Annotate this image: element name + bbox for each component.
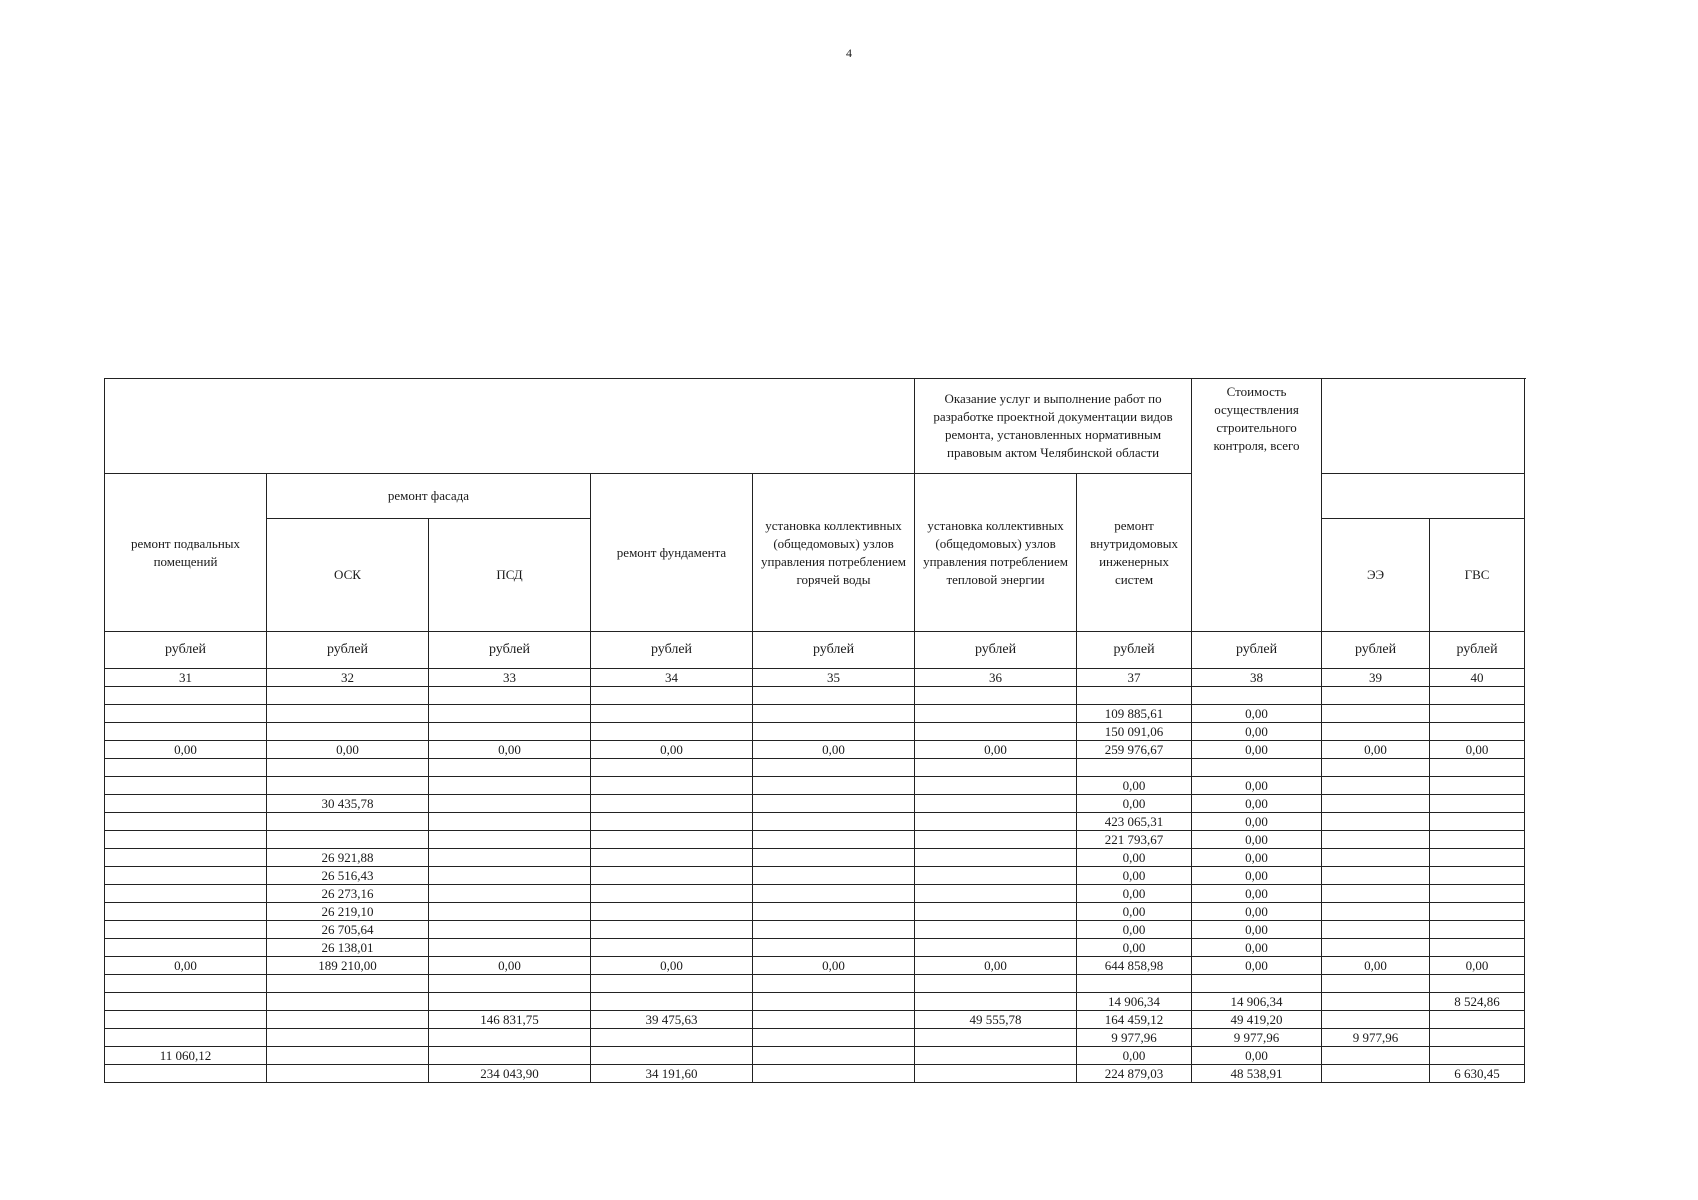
table-cell: [105, 993, 267, 1011]
table-row: [105, 885, 1525, 903]
table-cell: [105, 777, 267, 795]
table-cell: [753, 795, 915, 813]
table-cell: [591, 795, 753, 813]
table-cell: 0,00: [105, 957, 267, 975]
table-cell: [267, 831, 429, 849]
table-cell: 37: [1077, 669, 1192, 687]
table-cell: [1077, 975, 1192, 993]
table-cell: 0,00: [1192, 957, 1322, 975]
table-cell: [591, 885, 753, 903]
table-cell: [591, 849, 753, 867]
table-cell: [753, 939, 915, 957]
table-row: [105, 921, 1525, 939]
table-cell: 0,00: [1192, 741, 1322, 759]
table-cell: [105, 903, 267, 921]
table-cell: [1322, 1011, 1430, 1029]
table-cell: 0,00: [1430, 957, 1525, 975]
table-cell: 49 555,78: [915, 1011, 1077, 1029]
table-cell: [1430, 777, 1525, 795]
table-cell: [915, 993, 1077, 1011]
table-cell: 0,00: [1192, 849, 1322, 867]
table-cell: [753, 993, 915, 1011]
table-cell: [915, 885, 1077, 903]
table-cell: 9 977,96: [1192, 1029, 1322, 1047]
header-blank-left: [105, 379, 915, 474]
table-row: [105, 1065, 1525, 1083]
table-cell: [267, 723, 429, 741]
table-cell: 34: [591, 669, 753, 687]
table-cell: 0,00: [1077, 903, 1192, 921]
table-cell: [1430, 687, 1525, 705]
table-cell: [915, 795, 1077, 813]
table-cell: 49 419,20: [1192, 1011, 1322, 1029]
table-cell: [105, 813, 267, 831]
table-cell: [429, 759, 591, 777]
table-cell: 146 831,75: [429, 1011, 591, 1029]
table-row: [105, 993, 1525, 1011]
table-row: [105, 813, 1525, 831]
table-cell: рублей: [105, 632, 267, 669]
table-cell: 0,00: [1322, 957, 1430, 975]
table-cell: [753, 921, 915, 939]
table-cell: [591, 867, 753, 885]
table-cell: [429, 831, 591, 849]
table-cell: рублей: [753, 632, 915, 669]
table-cell: 0,00: [1192, 795, 1322, 813]
table-cell: [267, 993, 429, 1011]
table-cell: [1322, 867, 1430, 885]
table-row: [105, 975, 1525, 993]
header-construction-control: Стоимость осуществления строительного контроля, всего: [1192, 379, 1322, 632]
table-cell: [1077, 759, 1192, 777]
table-cell: [429, 849, 591, 867]
table-row: [105, 1029, 1525, 1047]
table-cell: [429, 705, 591, 723]
table-cell: [105, 705, 267, 723]
table-cell: [1322, 975, 1430, 993]
header-col-40: ГВС: [1430, 519, 1525, 632]
table-cell: [1430, 867, 1525, 885]
table-cell: [267, 975, 429, 993]
table-cell: [429, 921, 591, 939]
header-blank-ee-gvs: [1322, 474, 1525, 519]
table-cell: 9 977,96: [1322, 1029, 1430, 1047]
table-cell: [915, 1065, 1077, 1083]
table-cell: [105, 975, 267, 993]
header-col-33: ПСД: [429, 519, 591, 632]
table-cell: 26 138,01: [267, 939, 429, 957]
table-cell: [1322, 939, 1430, 957]
header-col-38: ремонт внутридомовых инженерных систем: [1077, 474, 1192, 632]
table-cell: рублей: [1192, 632, 1322, 669]
table-cell: 0,00: [1192, 831, 1322, 849]
table-cell: 0,00: [1077, 849, 1192, 867]
table-cell: [1430, 723, 1525, 741]
table-cell: 0,00: [1077, 777, 1192, 795]
table-cell: [429, 723, 591, 741]
table-cell: [915, 813, 1077, 831]
table-cell: [105, 723, 267, 741]
table-cell: [429, 795, 591, 813]
header-col-32: ОСК: [267, 519, 429, 632]
table-cell: 0,00: [1192, 885, 1322, 903]
table-cell: 39 475,63: [591, 1011, 753, 1029]
table-row: [105, 1011, 1525, 1029]
table-cell: [753, 1047, 915, 1065]
table-cell: [753, 1065, 915, 1083]
table-row: [105, 687, 1525, 705]
table-cell: [1430, 813, 1525, 831]
table-cell: [591, 975, 753, 993]
table-cell: [429, 777, 591, 795]
table-cell: [1430, 759, 1525, 777]
column-number-row: [105, 669, 1525, 687]
table-cell: 48 538,91: [1192, 1065, 1322, 1083]
table-cell: [591, 993, 753, 1011]
table-cell: 0,00: [753, 957, 915, 975]
table-row: [105, 705, 1525, 723]
table-cell: [915, 939, 1077, 957]
table-cell: 0,00: [1192, 867, 1322, 885]
table-cell: 0,00: [267, 741, 429, 759]
table-cell: [1322, 687, 1430, 705]
table-cell: 11 060,12: [105, 1047, 267, 1065]
table-cell: [753, 885, 915, 903]
table-cell: [105, 831, 267, 849]
table-cell: 164 459,12: [1077, 1011, 1192, 1029]
table-cell: [105, 1029, 267, 1047]
table-cell: [1430, 903, 1525, 921]
table-cell: [591, 1029, 753, 1047]
table-cell: 8 524,86: [1430, 993, 1525, 1011]
table-cell: 26 705,64: [267, 921, 429, 939]
header-col-31: ремонт подвальных помещений: [105, 474, 267, 632]
table-cell: [915, 921, 1077, 939]
table-cell: [105, 849, 267, 867]
table-cell: 0,00: [915, 741, 1077, 759]
table-cell: [1322, 903, 1430, 921]
table-cell: [267, 813, 429, 831]
table-cell: рублей: [1430, 632, 1525, 669]
table-cell: [267, 687, 429, 705]
estimate-table: [104, 378, 1525, 1083]
header-facade-group: ремонт фасада: [267, 474, 591, 519]
table-cell: 0,00: [1077, 921, 1192, 939]
table-row: [105, 795, 1525, 813]
table-cell: 38: [1192, 669, 1322, 687]
table-cell: [591, 687, 753, 705]
table-cell: [1322, 705, 1430, 723]
table-cell: 31: [105, 669, 267, 687]
table-cell: [591, 723, 753, 741]
table-cell: [105, 687, 267, 705]
table-cell: [753, 831, 915, 849]
table-cell: 32: [267, 669, 429, 687]
table-cell: [753, 759, 915, 777]
table-cell: 6 630,45: [1430, 1065, 1525, 1083]
table-cell: 26 219,10: [267, 903, 429, 921]
table-row: [105, 939, 1525, 957]
table-cell: [1322, 921, 1430, 939]
table-cell: [591, 939, 753, 957]
table-cell: 0,00: [1077, 885, 1192, 903]
units-row: [105, 632, 1525, 669]
table-cell: [429, 993, 591, 1011]
table-cell: [105, 939, 267, 957]
table-cell: [1430, 939, 1525, 957]
table-cell: [1322, 777, 1430, 795]
table-cell: [1430, 849, 1525, 867]
table-row: [105, 867, 1525, 885]
table-cell: [1430, 1029, 1525, 1047]
table-cell: [1430, 831, 1525, 849]
table-cell: [105, 867, 267, 885]
table-cell: 0,00: [1077, 867, 1192, 885]
table-cell: [1322, 759, 1430, 777]
table-cell: 0,00: [591, 957, 753, 975]
table-cell: [429, 903, 591, 921]
table-cell: 33: [429, 669, 591, 687]
table-cell: [591, 759, 753, 777]
table-cell: рублей: [1077, 632, 1192, 669]
table-cell: [105, 1011, 267, 1029]
table-cell: [1322, 885, 1430, 903]
table-cell: [591, 777, 753, 795]
table-cell: 0,00: [429, 957, 591, 975]
table-cell: [1322, 1065, 1430, 1083]
header-blank-right: [1322, 379, 1525, 474]
table-cell: 35: [753, 669, 915, 687]
table-row: [105, 831, 1525, 849]
table-cell: [1430, 1011, 1525, 1029]
table-cell: [105, 921, 267, 939]
table-cell: 150 091,06: [1077, 723, 1192, 741]
table-cell: 0,00: [1192, 705, 1322, 723]
table-cell: [915, 831, 1077, 849]
table-cell: 0,00: [915, 957, 1077, 975]
table-cell: [1322, 813, 1430, 831]
table-cell: 9 977,96: [1077, 1029, 1192, 1047]
table-cell: [753, 813, 915, 831]
table-cell: [1322, 723, 1430, 741]
table-cell: рублей: [429, 632, 591, 669]
table-cell: [1430, 795, 1525, 813]
table-cell: [429, 885, 591, 903]
table-cell: 0,00: [1077, 795, 1192, 813]
table-cell: 0,00: [429, 741, 591, 759]
table-cell: [753, 705, 915, 723]
table-cell: [1430, 975, 1525, 993]
table-row: [105, 957, 1525, 975]
table-cell: 423 065,31: [1077, 813, 1192, 831]
table-cell: [267, 759, 429, 777]
table-cell: рублей: [591, 632, 753, 669]
table-cell: [267, 1029, 429, 1047]
table-row: [105, 849, 1525, 867]
table-cell: 30 435,78: [267, 795, 429, 813]
table-cell: [915, 975, 1077, 993]
table-cell: [1322, 993, 1430, 1011]
table-cell: [429, 687, 591, 705]
table-cell: [915, 723, 1077, 741]
table-cell: [1430, 1047, 1525, 1065]
table-row: [105, 759, 1525, 777]
table-cell: [591, 813, 753, 831]
table-cell: [1192, 687, 1322, 705]
table-cell: 14 906,34: [1077, 993, 1192, 1011]
table-cell: 26 273,16: [267, 885, 429, 903]
table-cell: [915, 705, 1077, 723]
page-number: 4: [846, 46, 852, 60]
table-cell: [267, 1065, 429, 1083]
table-cell: [429, 939, 591, 957]
header-col-34: ремонт фундамента: [591, 474, 753, 632]
table-cell: 14 906,34: [1192, 993, 1322, 1011]
table-cell: 0,00: [1192, 903, 1322, 921]
table-cell: 0,00: [1192, 813, 1322, 831]
table-cell: рублей: [1322, 632, 1430, 669]
table-cell: 0,00: [1192, 777, 1322, 795]
table-cell: [753, 1029, 915, 1047]
table-cell: [1430, 885, 1525, 903]
table-cell: [915, 867, 1077, 885]
table-cell: 40: [1430, 669, 1525, 687]
header-col-39: ЭЭ: [1322, 519, 1430, 632]
table-cell: 0,00: [1192, 723, 1322, 741]
table-cell: [753, 777, 915, 795]
table-cell: [1430, 921, 1525, 939]
table-cell: [591, 1047, 753, 1065]
table-cell: 109 885,61: [1077, 705, 1192, 723]
table-cell: [753, 687, 915, 705]
header-psd-group: Оказание услуг и выполнение работ по разработке проектной документации видов ремонта, установленных нормативным правовым актом Челябинской области: [915, 379, 1192, 474]
table-cell: [1322, 795, 1430, 813]
table-cell: [1077, 687, 1192, 705]
table-cell: [1192, 759, 1322, 777]
table-cell: [267, 705, 429, 723]
header-col-35: установка коллективных (общедомовых) узлов управления потреблением горячей воды: [753, 474, 915, 632]
table-cell: [753, 849, 915, 867]
table-cell: 0,00: [1077, 1047, 1192, 1065]
table-cell: [915, 849, 1077, 867]
table-cell: [105, 885, 267, 903]
table-cell: 0,00: [1192, 921, 1322, 939]
table-cell: 234 043,90: [429, 1065, 591, 1083]
table-row: [105, 777, 1525, 795]
table-cell: [105, 795, 267, 813]
table-cell: 34 191,60: [591, 1065, 753, 1083]
table-cell: 39: [1322, 669, 1430, 687]
table-cell: [267, 1047, 429, 1065]
table-cell: [429, 867, 591, 885]
table-cell: [591, 921, 753, 939]
table-row: [105, 741, 1525, 759]
table-cell: 644 858,98: [1077, 957, 1192, 975]
table-cell: [591, 831, 753, 849]
table-cell: 0,00: [1322, 741, 1430, 759]
table-cell: 0,00: [105, 741, 267, 759]
table-row: [105, 1047, 1525, 1065]
table-cell: [915, 687, 1077, 705]
table-cell: [753, 867, 915, 885]
table-cell: [753, 975, 915, 993]
table-cell: 0,00: [1192, 939, 1322, 957]
table-cell: 189 210,00: [267, 957, 429, 975]
table-cell: [429, 1047, 591, 1065]
table-cell: 0,00: [1192, 1047, 1322, 1065]
table-cell: [915, 777, 1077, 795]
table-cell: [105, 759, 267, 777]
table-cell: [915, 903, 1077, 921]
header-col-36: установка коллективных (общедомовых) узлов управления потреблением тепловой энергии: [915, 474, 1077, 632]
table-cell: [429, 975, 591, 993]
table-cell: 0,00: [1077, 939, 1192, 957]
table-cell: [753, 723, 915, 741]
table-cell: [1322, 1047, 1430, 1065]
table-row: [105, 903, 1525, 921]
table-cell: [591, 903, 753, 921]
table-cell: [753, 1011, 915, 1029]
table-cell: [915, 759, 1077, 777]
table-cell: [1192, 975, 1322, 993]
table-cell: 259 976,67: [1077, 741, 1192, 759]
table-cell: [915, 1029, 1077, 1047]
table-cell: [1322, 831, 1430, 849]
table-cell: рублей: [915, 632, 1077, 669]
table-cell: рублей: [267, 632, 429, 669]
table-cell: 0,00: [1430, 741, 1525, 759]
table-cell: 36: [915, 669, 1077, 687]
table-cell: [267, 1011, 429, 1029]
table-cell: 26 516,43: [267, 867, 429, 885]
table-cell: [1430, 705, 1525, 723]
table-cell: [915, 1047, 1077, 1065]
table-cell: [591, 705, 753, 723]
table-cell: [429, 1029, 591, 1047]
table-cell: 26 921,88: [267, 849, 429, 867]
table-cell: 221 793,67: [1077, 831, 1192, 849]
table-cell: [105, 1065, 267, 1083]
table-cell: 0,00: [591, 741, 753, 759]
table-row: [105, 723, 1525, 741]
table-cell: [429, 813, 591, 831]
table-cell: [267, 777, 429, 795]
table-cell: [1322, 849, 1430, 867]
table-cell: 224 879,03: [1077, 1065, 1192, 1083]
table-cell: [753, 903, 915, 921]
table-cell: 0,00: [753, 741, 915, 759]
